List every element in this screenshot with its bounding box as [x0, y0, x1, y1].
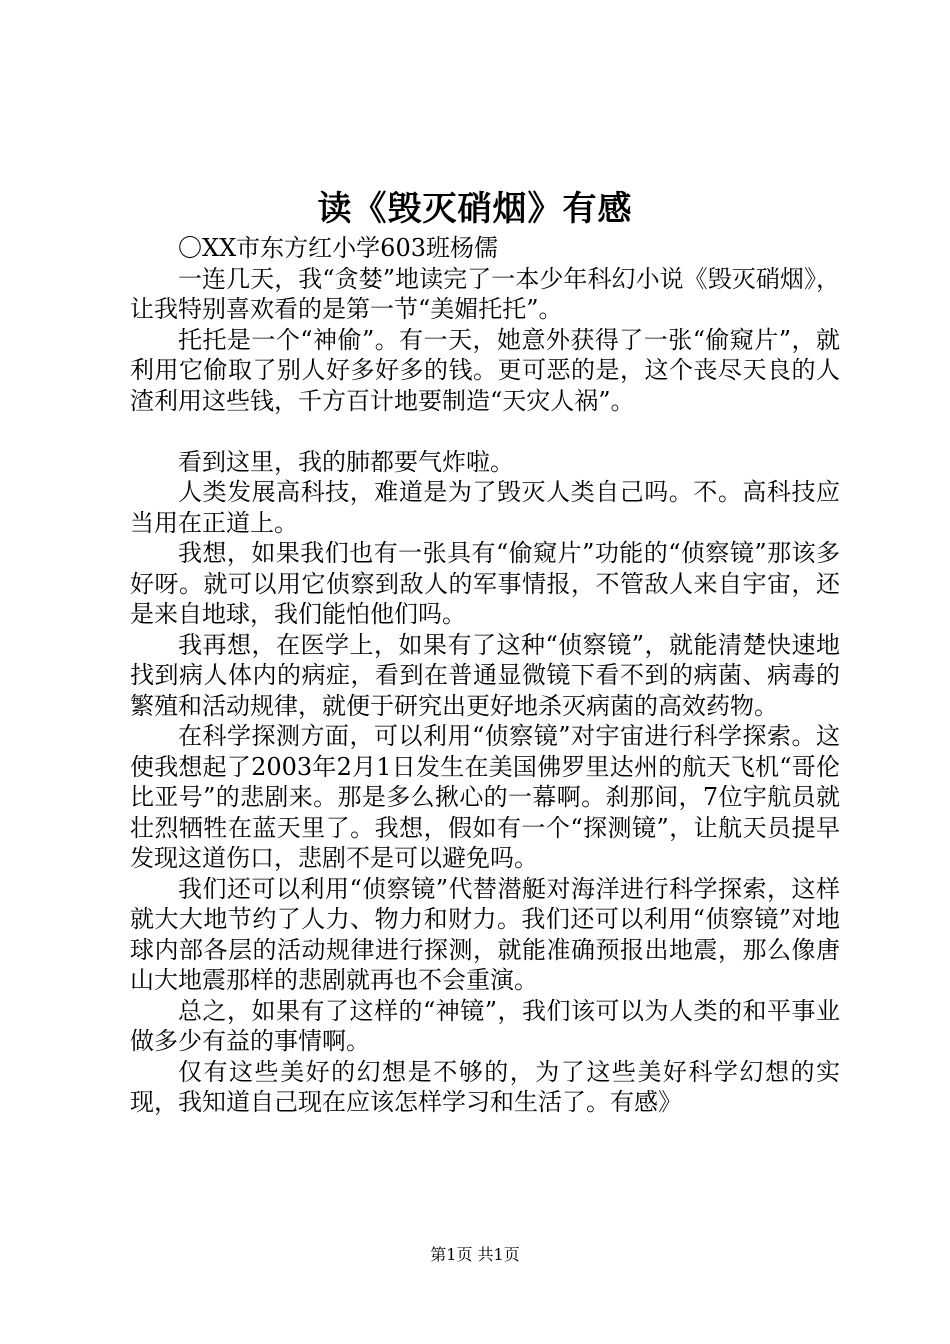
paragraph: 我再想，在医学上，如果有了这种“侦察镜”，就能清楚快速地找到病人体内的病症，看到在普通显微镜下看不到的病菌、病毒的繁殖和活动规律，就便于研究出更好地杀灭病菌的高效药物。: [130, 630, 840, 720]
blank-line: [130, 416, 840, 447]
paragraph: 托托是一个“神偷”。有一天，她意外获得了一张“偷窥片”，就利用它偷取了别人好多好多的钱。更可恶的是，这个丧尽天良的人渣利用这些钱，千方百计地要制造“天灾人祸”。: [130, 325, 840, 415]
paragraph: 看到这里，我的肺都要气炸啦。: [178, 447, 514, 476]
paragraph: 总之，如果有了这样的“神镜”，我们该可以为人类的和平事业做多少有益的事情啊。: [130, 996, 840, 1055]
paragraph: 我们还可以利用“侦察镜”代替潜艇对海洋进行科学探索，这样就大大地节约了人力、物力和财力。我们还可以利用“侦察镜”对地球内部各层的活动规律进行探测，就能准确预报出地震，那么像唐山大地震那样的悲剧就再也不会重演。: [130, 874, 840, 994]
paragraph: 我想，如果我们也有一张具有“偷窥片”功能的“侦察镜”那该多好呀。就可以用它侦察到敌人的军事情报，不管敌人来自宇宙，还是来自地球，我们能怕他们吗。: [130, 539, 840, 628]
paragraph: 一连几天，我“贪婪”地读完了一本少年科幻小说《毁灭硝烟》，让我特别喜欢看的是第一节“美媚托托”。: [130, 264, 840, 323]
document-title: 读《毁灭硝烟》有感: [317, 189, 633, 229]
paragraph: 在科学探测方面，可以利用“侦察镜”对宇宙进行科学探索。这使我想起了2003年2月1日发生在美国佛罗里达州的航天飞机“哥伦比亚号”的悲剧来。那是多么揪心的一幕啊。刹那间，7位宇航员就壮烈牺牲在蓝天里了。我想，假如有一个“探测镜”，让航天员提早发现这道伤口，悲剧不是可以避免吗。: [130, 722, 840, 872]
document-body: [130, 233, 840, 1118]
paragraph: 人类发展高科技，难道是为了毁灭人类自己吗。不。高科技应当用在正道上。: [130, 478, 840, 537]
page-footer: 第1页 共1页: [430, 1245, 520, 1264]
author-line: 〇XX市东方红小学603班杨儒: [178, 234, 498, 262]
paragraph: 仅有这些美好的幻想是不够的，为了这些美好科学幻想的实现，我知道自己现在应该怎样学习和生活了。有感》: [130, 1057, 840, 1116]
